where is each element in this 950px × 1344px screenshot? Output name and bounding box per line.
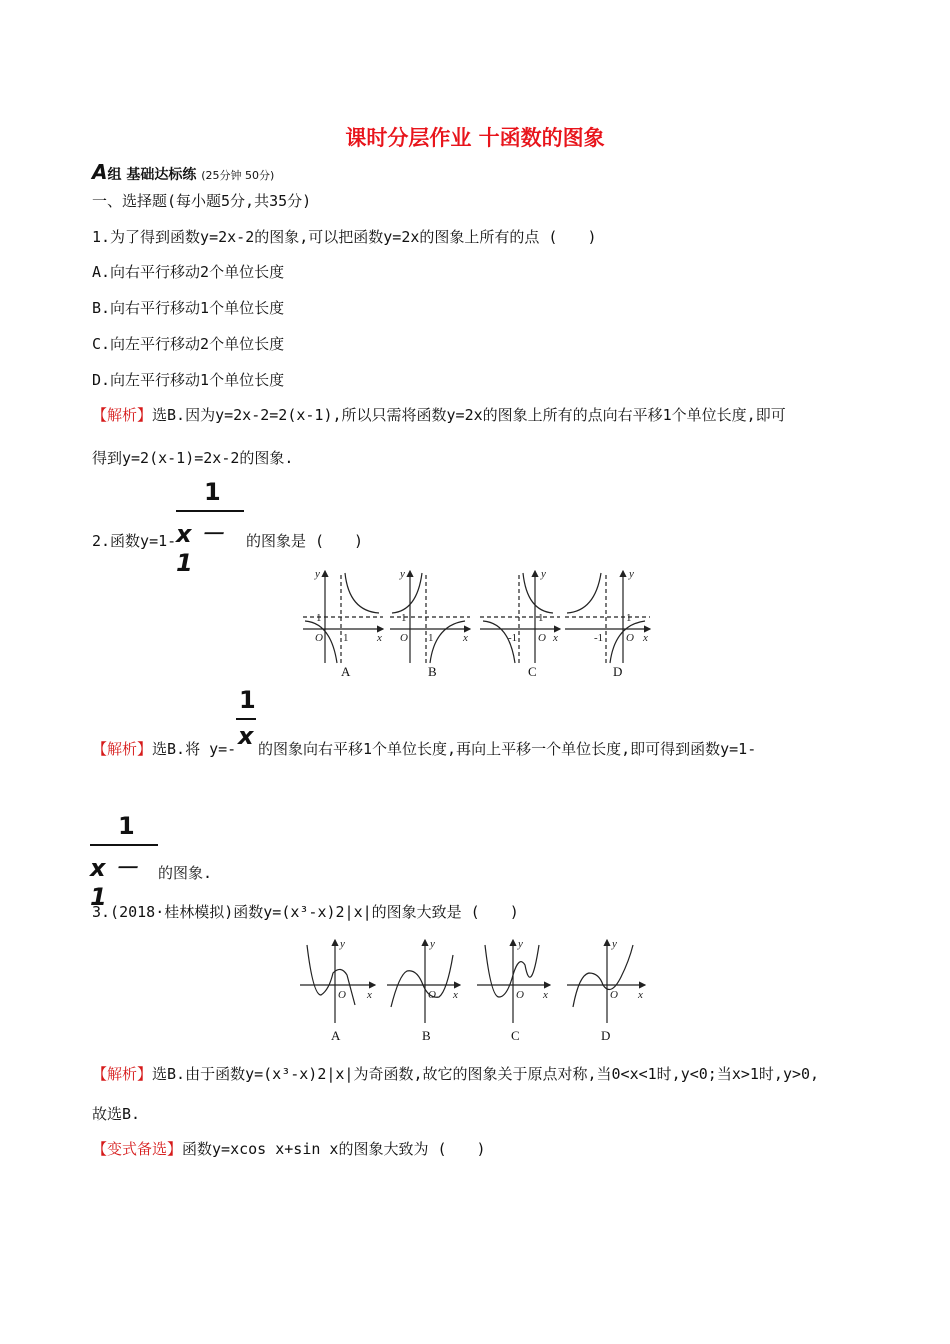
fraction-bar	[90, 844, 158, 846]
q2-graph-label-b: B	[428, 664, 437, 679]
svg-text:y: y	[340, 938, 345, 950]
variant-question	[92, 1138, 486, 1159]
svg-text:y: y	[400, 568, 405, 580]
fraction-numerator: 1	[118, 812, 135, 840]
fraction-numerator: 1	[204, 478, 221, 506]
page-title: 课时分层作业 十函数的图象	[345, 126, 605, 150]
q2-stem-pre: 2.函数y=1-	[92, 532, 177, 550]
svg-text:O: O	[338, 989, 346, 1001]
q2-final-post: 的图象.	[158, 864, 213, 882]
q2-analysis-pre	[92, 738, 236, 759]
q1-option-d: D.向左平行移动1个单位长度	[92, 371, 285, 389]
analysis-tag: 【解析】	[92, 1065, 153, 1083]
svg-text:O: O	[400, 632, 408, 644]
q2-fraction	[176, 478, 246, 577]
svg-text:1: 1	[316, 612, 322, 624]
svg-text:y: y	[430, 938, 435, 950]
svg-text:1: 1	[343, 632, 349, 644]
fraction-denominator: x － 1	[176, 520, 224, 577]
svg-text:1: 1	[401, 612, 407, 624]
q3-graph-label-c: C	[511, 1028, 520, 1043]
fraction-numerator: 1	[239, 686, 256, 714]
q3-analysis-cont: 故选B.	[92, 1105, 141, 1123]
fraction-bar	[176, 510, 244, 512]
svg-text:O: O	[626, 632, 634, 644]
analysis-text: 选B.因为y=2x-2=2(x-1),所以只需将函数y=2x的图象上所有的点向右平移1个单位长度,即可	[152, 406, 786, 424]
q1-analysis	[92, 404, 786, 425]
svg-text:x: x	[377, 632, 382, 644]
svg-text:x: x	[463, 632, 468, 644]
svg-text:y: y	[629, 568, 634, 580]
q2-stem-post: 的图象是 ( )	[246, 532, 364, 550]
group-badge: A	[92, 160, 108, 184]
q2-graph-label-a: A	[341, 664, 351, 679]
fraction-denominator: x	[238, 722, 254, 750]
q2-graph-label-d: D	[613, 664, 623, 679]
svg-text:-1: -1	[508, 632, 518, 644]
variant-tag: 【变式备选】	[92, 1140, 183, 1158]
svg-text:x: x	[543, 989, 548, 1001]
q1-stem: 1.为了得到函数y=2x-2的图象,可以把函数y=2x的图象上所有的点 ( )	[92, 228, 597, 246]
svg-text:O: O	[538, 632, 546, 644]
svg-text:1: 1	[538, 612, 544, 624]
svg-text:O: O	[516, 989, 524, 1001]
group-time: (25分钟 50分)	[201, 169, 275, 182]
group-label: 组 基础达标练	[107, 167, 197, 183]
svg-text:y: y	[612, 938, 617, 950]
svg-text:y: y	[518, 938, 523, 950]
q2-final-fraction	[90, 812, 160, 911]
q2-graph-label-c: C	[528, 664, 537, 679]
fraction-denominator: x － 1	[90, 854, 138, 911]
svg-text:x: x	[638, 989, 643, 1001]
fraction-bar	[236, 718, 256, 720]
analysis-tag: 【解析】	[92, 740, 153, 758]
svg-text:O: O	[610, 989, 618, 1001]
svg-text:1: 1	[626, 612, 632, 624]
q1-analysis-cont: 得到y=2(x-1)=2x-2的图象.	[92, 449, 294, 467]
svg-text:x: x	[453, 989, 458, 1001]
svg-text:-1: -1	[594, 632, 604, 644]
svg-text:1: 1	[428, 632, 434, 644]
q3-graph-label-a: A	[331, 1028, 341, 1043]
svg-text:x: x	[553, 632, 558, 644]
svg-text:y: y	[541, 568, 546, 580]
q3-analysis	[92, 1063, 819, 1084]
q3-stem: 3.(2018·桂林模拟)函数y=(x³-x)2|x|的图象大致是 ( )	[92, 903, 519, 921]
svg-text:O: O	[428, 989, 436, 1001]
section-heading: 一、选择题(每小题5分,共35分)	[92, 192, 312, 210]
variant-text: 函数y=xcos x+sin x的图象大致为 ( )	[182, 1140, 486, 1158]
q3-graph-label-d: D	[601, 1028, 611, 1043]
q3-graph-label-b: B	[422, 1028, 431, 1043]
analysis-text: 选B.由于函数y=(x³-x)2|x|为奇函数,故它的图象关于原点对称,当0<x<1时,y<0;当x>1时,y>0,	[152, 1065, 820, 1083]
svg-text:x: x	[367, 989, 372, 1001]
analysis-text: 选B.将 y=-	[152, 740, 237, 758]
q1-option-c: C.向左平行移动2个单位长度	[92, 335, 285, 353]
analysis-tag: 【解析】	[92, 406, 153, 424]
svg-text:x: x	[643, 632, 648, 644]
q2-analysis-fraction	[236, 686, 258, 756]
q1-option-b: B.向右平行移动1个单位长度	[92, 299, 285, 317]
q2-analysis-post: 的图象向右平移1个单位长度,再向上平移一个单位长度,即可得到函数y=1-	[258, 740, 757, 758]
group-header	[92, 160, 274, 184]
q3-graphs	[295, 935, 655, 1030]
q1-option-a: A.向右平行移动2个单位长度	[92, 263, 285, 281]
svg-text:y: y	[315, 568, 320, 580]
svg-text:O: O	[315, 632, 323, 644]
